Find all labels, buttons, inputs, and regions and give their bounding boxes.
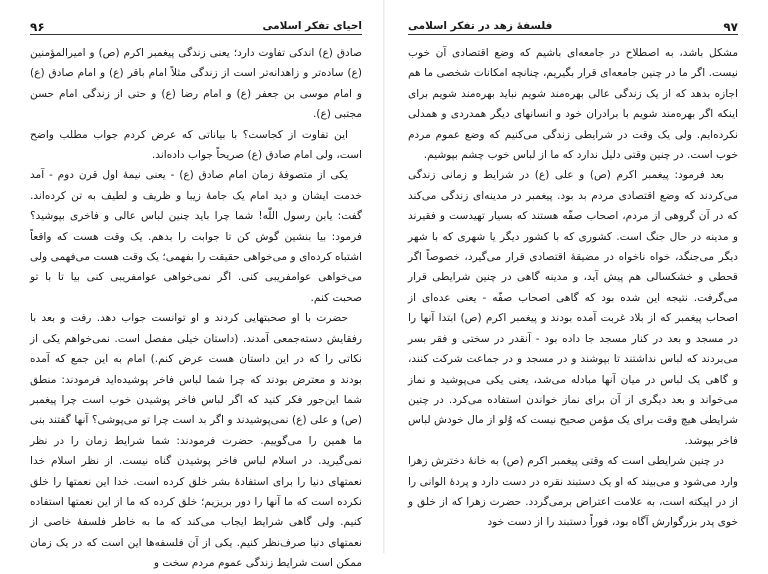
paragraph: این تفاوت از کجاست؟ با بیاناتی که عرض کردم جواب مطلب واضح است، ولی امام صادق (ع) صریحاً جواب داده‌اند. <box>30 128 362 162</box>
paragraph: در چنین شرایطی است که وقتی پیغمبر اکرم (ص) به خانهٔ دخترش زهرا وارد می‌شود و می‌بیند که او یک دستبند نقره در دست دارد و پردهٔ الوانی را از در اپیکته است، به علامت اعتراض برمی‌گردد. حضرت زهرا که از خلق و خوی پدر بزرگوارش آگاه بود، فوراً دستبند را از دست خود <box>408 455 738 529</box>
paragraph: یکی از متصوفهٔ زمان امام صادق (ع) - یعنی نیمهٔ اول قرن دوم - آمد خدمت ایشان و دید امام یک جامهٔ زیبا و ظریف و لطیف به تن کرده‌اند. گفت: یابن رسول اللّٰه! شما چرا باید چنین لباس عالی و فاخری بپوشید؟ فرمود: بیا بنشین گوش کن تا جوابت را بدهم. یک وقت هست که واقعاً اشتباه کرده‌ای و می‌خواهی حقیقت را بفهمی؛ یک وقت هست می‌فهمی ولی می‌خواهی عوامفریبی کنی. اگر نمی‌خواهی عوامفریبی کنی بیا تا با تو صحبت کنم. <box>30 169 362 304</box>
paragraph: حضرت با او صحبتهایی کردند و او توانست جواب دهد. رفت و بعد با رفقایش دسته‌جمعی آمدند. (داستان خیلی مفصل است. نمی‌خواهم یکی از نکاتی را که در این داستان هست عرض کنم.) امام به این جمع که آمده بودند و معترض بودند که چرا شما لباس فاخر پوشیده‌اید فرمودند: منطق شما این‌جور فکر کنید که اگر لباس فاخر پوشیدن خوب است چرا پیغمبر (ص) و علی (ع) نمی‌پوشیدند و اگر بد است چرا تو می‌پوشی؟ آنها گفتند بنی ما همین را می‌گوییم. حضرت فرمودند: شما شرایط زمان را در نظر نمی‌گیرید. در اسلام لباس فاخر پوشیدن گناه نیست. از نظر اسلام خدا نعمتهای دنیا را برای استفادهٔ بشر خلق کرده است. خدا این نعمتها را خلق نکرده است که ما آنها را دور بریزیم؛ خلق کرده که ما از این نعمتها استفاده کنیم. ولی گاهی شرایط ایجاب می‌کند که ما به خاطر فلسفهٔ خاصی از نعمتهای دنیا صرف‌نظر کنیم. یکی از آن فلسفه‌ها این است که در یک زمان ممکن است شرایط زندگی عموم مردم سخت و <box>30 312 362 570</box>
page-body <box>408 43 738 533</box>
running-title: فلسفهٔ زهد در تفکر اسلامی <box>408 20 553 32</box>
right-page <box>384 0 768 553</box>
page-number: ۹۷ <box>723 20 738 34</box>
paragraph: صادق (ع) اندکی تفاوت دارد؛ یعنی زندگی پیغمبر اکرم (ص) و امیرالمؤمنین (ع) ساده‌تر و زاهدانه‌تر است از زندگی مثلاً امام باقر (ع) و امام صادق (ع) و امام موسی بن جعفر (ع) و امام رضا (ع) و حتی از زندگی امام حسن مجتبی (ع). <box>30 47 362 121</box>
paragraph: بعد فرمود: پیغمبر اکرم (ص) و علی (ع) در شرایط و زمانی زندگی می‌کردند که وضع اقتصادی مردم بد بود. پیغمبر در مدینه‌ای زندگی می‌کند که در آن گروهی از مردم، اصحاب صفّه هستند که بسیار تهیدست و فقیرند و مدینه در حال جنگ است. کشوری که با کشور دیگر یا شهری که با شهر دیگر می‌جنگد، خواه ناخواه در مضیقهٔ اقتصادی قرار می‌گیرد، خصوصاً اگر قحطی و خشکسالی هم پیش آید، و مدینه گاهی در چنین شرایطی قرار می‌گرفت. نتیجه این شده بود که گاهی اصحاب صفّه - یعنی عده‌ای از اصحاب پیغمبر که از بلاد غربت آمده بودند و پیغمبر اکرم (ص) ابتدا آنها را در مسجد و بعد در کنار مسجد جا داده بود - آنقدر در سختی و فقر بسر می‌بردند که لباس نداشتند تا بپوشند و در مسجد و در جماعت شرکت کنند، و گاهی یک لباس در میان آنها مبادله می‌شد، یعنی یکی می‌پوشید و نماز می‌خواند و بعد دیگری از آن برای نماز خواندن استفاده می‌کرد. در چنین شرایطی هیچ وقت برای یک مؤمن صحیح نیست که وُلو از مال خودش لباس فاخر بپوشد. <box>408 169 738 447</box>
paragraph: مشکل باشد، به اصطلاح در جامعه‌ای باشیم که وضع اقتصادی آن خوب نیست. اگر ما در چنین جامعه‌ای قرار بگیریم، چنانچه امکانات شخصی ما هم اجازه بدهد که از یک زندگی عالی بهره‌مند شویم نباید بهره‌مند شویم برای اینکه اگر بهره‌مند شویم با برادران خود و انسانهای دیگر همدردی و همدلی نکرده‌ایم. ولی یک وقت در شرایطی زندگی می‌کنیم که وضع عموم مردم خوب است. در چنین وقتی دلیل ندارد که ما از لباس خوب چشم بپوشیم. <box>408 47 738 162</box>
page-header <box>30 10 362 35</box>
page-header <box>408 10 738 35</box>
running-title: احیای تفکر اسلامی <box>262 20 362 32</box>
left-page <box>0 0 384 570</box>
page-number: ۹۶ <box>30 20 45 34</box>
page-body <box>30 43 362 574</box>
